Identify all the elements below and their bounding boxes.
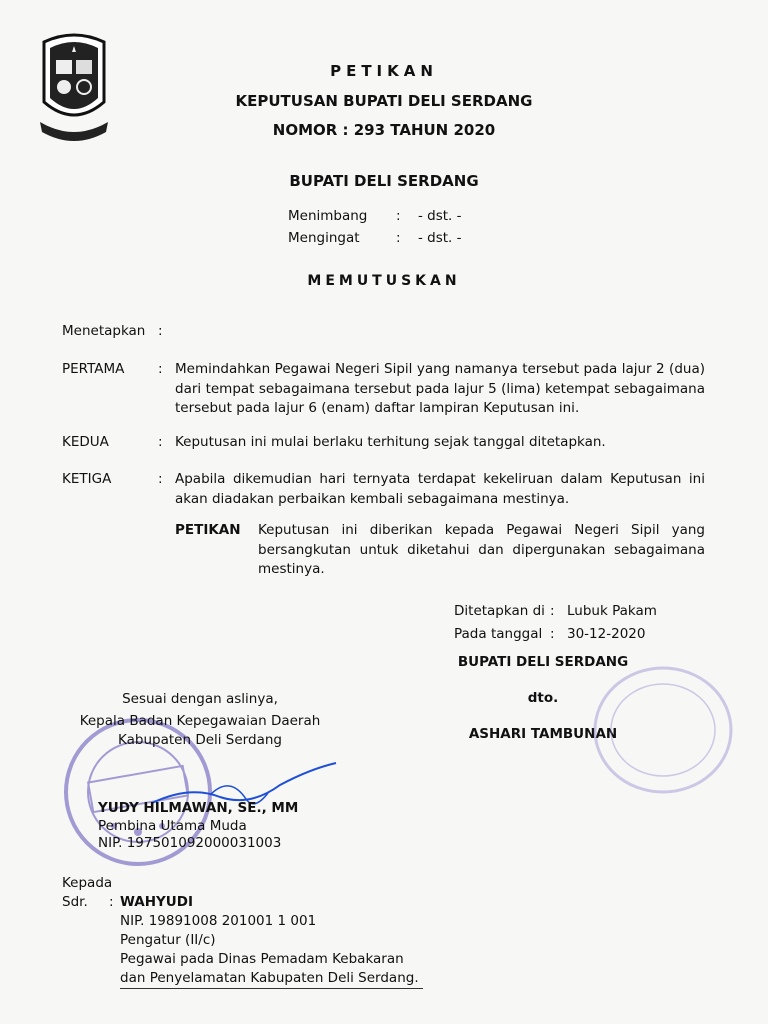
kedua-label: KEDUA bbox=[62, 434, 109, 450]
date-label: Pada tanggal bbox=[454, 626, 543, 642]
petikan-note-label: PETIKAN bbox=[175, 522, 241, 538]
ketiga-label: KETIGA bbox=[62, 471, 112, 487]
certified-line-2: Kepala Badan Kepegawaian Daerah bbox=[79, 713, 321, 729]
signer-title: BUPATI DELI SERDANG bbox=[457, 654, 629, 670]
dto-mark: dto. bbox=[527, 690, 559, 706]
menimbang-value: - dst. - bbox=[418, 208, 462, 224]
recipient-position-2: dan Penyelamatan Kabupaten Deli Serdang. bbox=[120, 969, 423, 989]
certifier-name: YUDY HILMAWAN, SE., MM bbox=[98, 800, 299, 816]
place-label: Ditetapkan di bbox=[454, 603, 545, 619]
date-colon: : bbox=[550, 626, 555, 642]
place-colon: : bbox=[550, 603, 555, 619]
decree-subtitle: KEPUTUSAN BUPATI DELI SERDANG bbox=[235, 92, 533, 110]
recipient-rank: Pengatur (II/c) bbox=[120, 932, 216, 948]
certified-line-3: Kabupaten Deli Serdang bbox=[118, 732, 282, 748]
pertama-colon: : bbox=[158, 361, 163, 377]
certifier-rank: Pembina Utama Muda bbox=[98, 818, 247, 834]
certified-line-1: Sesuai dengan aslinya, bbox=[122, 691, 278, 707]
menetapkan-colon: : bbox=[158, 323, 163, 339]
issuer-heading: BUPATI DELI SERDANG bbox=[289, 172, 479, 190]
kedua-text: Keputusan ini mulai berlaku terhitung sejak tanggal ditetapkan. bbox=[175, 434, 606, 450]
pertama-text: Memindahkan Pegawai Negeri Sipil yang namanya tersebut pada lajur 2 (dua) dari tempat sebagaimana tersebut pada lajur 5 (lima) ketempat sebagaimana tersebut pada lajur 6 (enam) daftar lampiran Keputusan ini. bbox=[175, 361, 705, 416]
decree-number: NOMOR : 293 TAHUN 2020 bbox=[272, 121, 496, 139]
faint-stamp-icon bbox=[588, 660, 738, 800]
signer-name: ASHARI TAMBUNAN bbox=[468, 726, 618, 742]
petikan-note-text: Keputusan ini diberikan kepada Pegawai Negeri Sipil yang bersangkutan untuk diketahui dan dipergunakan sebagaimana mestinya. bbox=[258, 522, 705, 577]
ketiga-colon: : bbox=[158, 471, 163, 487]
document-title: PETIKAN bbox=[330, 62, 438, 80]
menimbang-label: Menimbang bbox=[288, 208, 368, 224]
place-value: Lubuk Pakam bbox=[567, 603, 657, 619]
recipient-name: WAHYUDI bbox=[120, 894, 193, 910]
pertama-label: PERTAMA bbox=[62, 361, 125, 377]
kepada-label: Kepada bbox=[62, 875, 113, 891]
ketiga-text: Apabila dikemudian hari ternyata terdapat kekeliruan dalam Keputusan ini akan diadakan perbaikan kembali sebagaimana mestinya. bbox=[175, 471, 705, 507]
date-value: 30-12-2020 bbox=[567, 626, 646, 642]
recipient-colon: : bbox=[109, 894, 114, 910]
mengingat-label: Mengingat bbox=[288, 230, 360, 246]
certifier-nip: NIP. 197501092000031003 bbox=[98, 835, 282, 851]
sdr-label: Sdr. bbox=[62, 894, 88, 910]
recipient-nip: NIP. 19891008 201001 1 001 bbox=[120, 913, 317, 929]
recipient-position-1: Pegawai pada Dinas Pemadam Kebakaran bbox=[120, 951, 404, 967]
menimbang-colon: : bbox=[396, 208, 401, 224]
decides-heading: MEMUTUSKAN bbox=[307, 273, 461, 289]
mengingat-value: - dst. - bbox=[418, 230, 462, 246]
kedua-colon: : bbox=[158, 434, 163, 450]
menetapkan-label: Menetapkan bbox=[62, 323, 146, 339]
mengingat-colon: : bbox=[396, 230, 401, 246]
